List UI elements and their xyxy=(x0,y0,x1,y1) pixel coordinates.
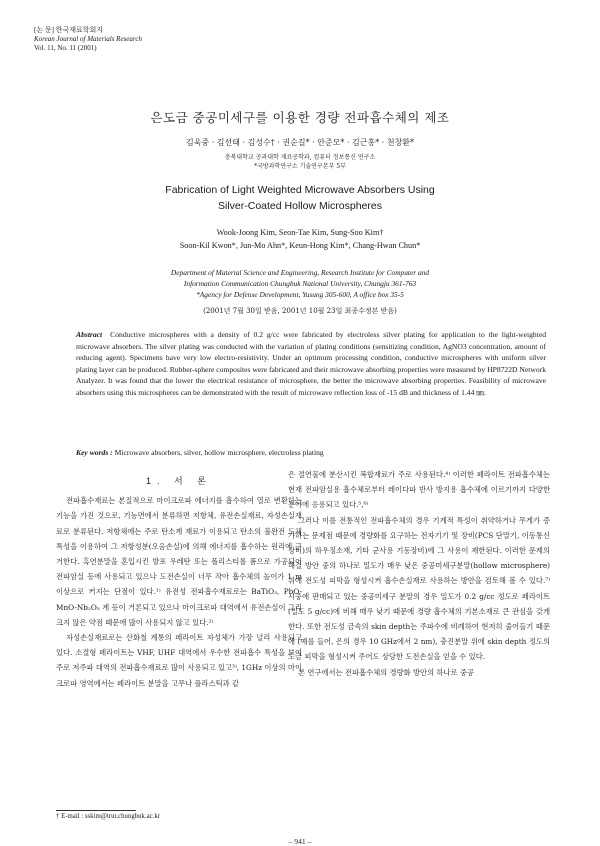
body-column-right xyxy=(288,467,550,680)
affiliation-english-2: Information Communication Chungbuk National University, Chungju 361-763 xyxy=(183,279,417,288)
body-column-left xyxy=(56,474,302,691)
journal-name-en: Korean Journal of Materials Research xyxy=(34,35,142,43)
affiliation-english-3: *Agency for Defense Development, Yusung 305-600, A office box 35-5 xyxy=(196,290,404,299)
footnote-divider xyxy=(56,810,136,811)
paragraph: 자성손실재료로는 산화철 계통의 페라이트 자성체가 가장 널리 사용되고 있다. 소결형 페라이트는 VHF, UHF 대역에서 우수한 전파흡수 특성을 보여 주로 저주파 대역의 전파흡수재료로 많이 사용되고 있고³⁾, 1GHz 이상의 마이크로파 영역에서는 페라이트 분말을 고무나 플라스틱과 같 xyxy=(56,633,302,688)
keywords-label: Key words : xyxy=(76,448,113,457)
paragraph: 그러나 이를 전통적인 전파흡수체의 경우 기계적 특성이 취약하거나 무게가 증가하는 문제점 때문에 경량화를 요구하는 전자기기 및 장비(PCS 단말기, 이동통신장비)의 하우징소재, 기타 군사용 기동장비)에 그 사용이 제한된다. 이러한 문제의 해결 방안 중의 하나로 밀도가 매우 낮은 중공미세구분말(hollow microsphere) 위에 전도성 피막을 형성시켜 흡수손실재로 사용하는 방안을 검토해 볼 수 있다.⁷⁾ 시중에 판매되고 있는 중공미세구 분말의 경우 밀도가 0.2 g/cc 정도로 페라이트 (밀도 5 g/cc)에 비해 매우 낮기 때문에 경량 흡수체의 기본소재로 큰 관심을 갖게 한다. 또한 전도성 금속의 skin depth는 주파수에 비례하여 현저히 줄어들기 때문에 (예를 들어, 은의 경우 10 GHz에서 2 nm), 충진분말 위에 skin depth 정도의 도금 피막을 형성시켜 주어도 상당한 도전손실을 얻을 수 있다. xyxy=(288,515,550,662)
authors-korean: 김욱중 · 김선태 · 김성수† · 권순길* · 안준모* · 김근홍* · 천창환* xyxy=(185,138,415,147)
title-korean: 은도금 중공미세구를 이용한 경량 전파흡수체의 제조 xyxy=(150,110,450,125)
authors-english-line-1: Wook-Joong Kim, Seon-Tae Kim, Sung-Soo Kim† xyxy=(216,228,384,237)
keywords xyxy=(76,448,546,457)
paragraph: 은 절연물에 분산시킨 복합재료가 주로 사용된다.⁴⁾ 이러한 페라이트 전파흡수체는 현재 전파암실용 흡수체로부터 레이다파 반사 방지용 흡수체에 이르기까지 다양한 분야에 응용되고 있다.⁵,⁶⁾ xyxy=(288,470,550,510)
affiliation-korean-1: 충북대학교 공과대학 재료공학과, 컴퓨터 정보통신 연구소 xyxy=(224,154,376,161)
title-english-line-1: Fabrication of Light Weighted Microwave Absorbers Using xyxy=(165,184,435,196)
title-english-line-2: Silver-Coated Hollow Microspheres xyxy=(218,200,382,212)
abstract-text: Conductive microspheres with a density of 0.2 g/cc were fabricated by electroless silver plating for application to the light-weighted microwave absorbers. The silver plating was conducted with the variation of plating conditions (sensitizing condition, AgNO3 concentration, amount of reducing agent). Specimens have very low electro-resistivity. Under an optimum processing condition, conductive microspheres with uniform silver plating layer can be produced. Rubber-sphere composites were fabricated and their microwave absorbing properties were measured by HP8722D Network Analyzer. It was found that the lower the electrical resistance of microsphere, the better the microwave absorbing properties. Feasibility of microwave absorbers using this microspheres can be demonstrated with the result of microwave reflection loss of -15 dB and thickness of 1.44 ㎜. xyxy=(76,330,546,397)
abstract-label: Abstract xyxy=(76,330,103,339)
page-number: – 941 – xyxy=(288,837,312,846)
affiliation-english-1: Department of Material Science and Engineering, Research Institute for Computer and xyxy=(170,268,430,277)
affiliation-korean-2: *국방과학연구소 기술연구본부 5부 xyxy=(254,163,346,170)
authors-english-line-2: Soon-Kil Kwon*, Jun-Mo Ahn*, Keun-Hong Kim*, Chang-Hwan Chun* xyxy=(179,241,421,250)
journal-volume: Vol. 11, No. 11 (2001) xyxy=(34,44,97,52)
received-dates: (2001년 7월 30일 받음, 2001년 10월 23일 최종수정본 받음) xyxy=(203,307,397,315)
journal-name-kr: [논 문] 한국재료학회지 xyxy=(34,26,104,34)
footnote-email: † E-mail : sskim@trut.chungbuk.ac.kr xyxy=(56,813,161,820)
keywords-text: Microwave absorbers, silver, hollow microsphere, electroless plating xyxy=(114,448,324,457)
paragraph: 전파흡수재료는 본질적으로 마이크로파 에너지를 흡수하여 열로 변환하는 기능을 가진 것으로, 기능면에서 분류하면 저항체, 유전손실재료, 자성손실재료로 분류된다. 저항체에는 주로 탄소계 재료가 이용되고 탄소의 불완전 도체 특성을 이용하여 그 저항성분(오옴손실)에 의해 에너지를 흡수하는 원리에 근거한다. 흑연분말을 혼입시킨 발포 우레탄 또는 폴리스티롤 폼으로 가공되어 전파암실 등에 사용되고 있으나 도전손실이 너무 작아 흡수체의 높이가 1 m 이상으로 커지는 단점이 있다.¹⁾ 유전성 전파흡수재료로는 BaTiO₃, PbO-MnO-Nb₂O₅ 계 등이 거론되고 있으나 마이크로파 대역에서 유전손실이 그리 크지 않은 약점 때문에 많이 사용되지 않고 있다.²⁾ xyxy=(56,496,302,627)
affiliations-english xyxy=(0,267,600,300)
title-english xyxy=(0,182,600,214)
authors-english xyxy=(0,226,600,252)
abstract xyxy=(76,329,546,399)
journal-header xyxy=(34,26,142,53)
section-heading-introduction: 1. 서 론 xyxy=(146,476,212,486)
paragraph: 본 연구에서는 전파흡수체의 경량화 방안의 하나로 중공 xyxy=(298,667,475,677)
